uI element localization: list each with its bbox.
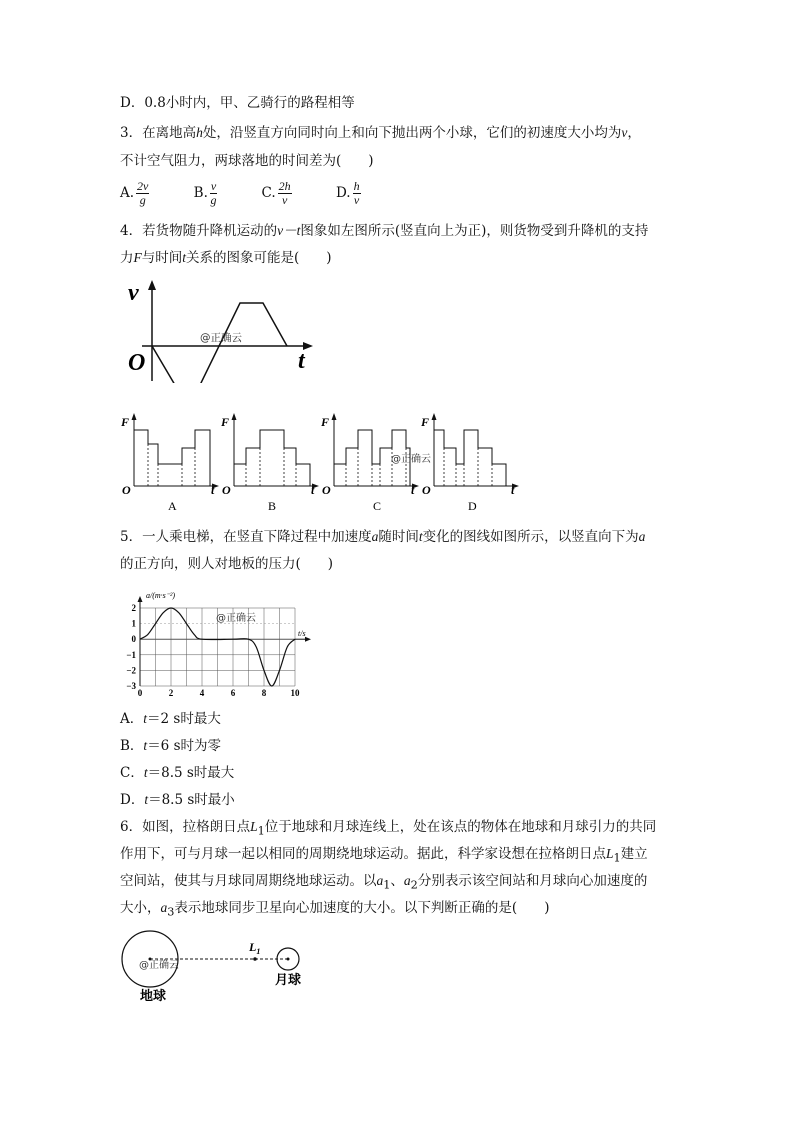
var-L: L xyxy=(250,819,258,834)
option-label: D. xyxy=(335,185,351,201)
f-O-label: O xyxy=(122,483,131,497)
q6-text: 分别表示该空间站和月球向心加速度的 xyxy=(417,873,648,889)
q3-option-a xyxy=(120,178,151,208)
option-label: A. xyxy=(120,185,135,201)
var-a: a xyxy=(371,529,379,544)
x-axis-arrow xyxy=(305,637,311,642)
numerator: h xyxy=(353,179,360,193)
q4-text: 力 xyxy=(120,250,134,266)
option-text: ＝6 s时为零 xyxy=(147,738,221,754)
option-label: C． xyxy=(120,765,144,781)
q3-option-d xyxy=(336,178,363,208)
q3-options xyxy=(120,178,401,208)
var-t: t xyxy=(143,738,148,753)
q6-earth-moon-diagram xyxy=(118,928,318,1003)
f-step-curve xyxy=(134,430,210,486)
q6-stem-line1 xyxy=(120,817,656,842)
vt-origin-label: O xyxy=(128,350,146,376)
f-axis-arrow xyxy=(132,413,137,420)
x-tick-label: 8 xyxy=(261,688,267,698)
x-tick-label: 4 xyxy=(199,688,205,698)
var-a1: a xyxy=(376,873,384,888)
q4-text: 与时间 xyxy=(141,250,183,266)
q5-option-b xyxy=(120,736,221,756)
subscript: 1 xyxy=(257,824,265,838)
q5-option-d xyxy=(120,790,235,810)
numerator: v xyxy=(210,179,217,193)
q3-stem-line2: 不计空气阻力，两球落地的时间差为( ) xyxy=(120,153,374,169)
f-axis-arrow xyxy=(332,413,337,420)
var-a: a xyxy=(638,529,646,544)
f-graph-a xyxy=(120,413,219,513)
q4-text: 4．若货物随升降机运动的 xyxy=(120,223,278,239)
denominator: g xyxy=(139,193,146,207)
subscript: 3 xyxy=(167,905,175,919)
f-O-label: O xyxy=(322,483,331,497)
f-step-curve xyxy=(434,430,506,486)
f-t-label: t xyxy=(411,483,415,497)
fraction xyxy=(353,180,361,207)
q6-text: 空间站，使其与月球同周期绕地球运动。以 xyxy=(120,873,377,889)
q6-text: 位于地球和月球连线上，处在该点的物体在地球和月球引力的共同 xyxy=(264,819,657,835)
var-t: t xyxy=(418,529,423,544)
f-F-label: F xyxy=(421,415,430,429)
f-graph-c xyxy=(320,413,431,513)
L-subscript: 1 xyxy=(256,947,261,956)
f-caption: B xyxy=(268,499,277,513)
f-F-label: F xyxy=(321,415,330,429)
f-t-label: t xyxy=(311,483,315,497)
q3-stem-line1 xyxy=(120,123,641,143)
q6-text: 表示地球同步卫星向心加速度的大小。以下判断正确的是( ) xyxy=(174,900,550,916)
q5-text: 5．一人乘电梯，在竖直下降过程中加速度 xyxy=(120,529,372,545)
q6-text: 大小， xyxy=(120,900,161,916)
q5-stem-line1 xyxy=(120,527,645,547)
q4-text: 关系的图象可能是( ) xyxy=(186,250,332,266)
L-letter: L xyxy=(249,940,257,954)
q5-text: 变化的图线如图所示，以竖直向下为 xyxy=(422,529,639,545)
y-tick-label: 1 xyxy=(131,618,136,629)
subscript: 2 xyxy=(410,878,418,892)
q3-option-b xyxy=(194,178,220,208)
var-t: t xyxy=(143,711,148,726)
q6-stem-line4 xyxy=(120,898,549,923)
q5-option-a xyxy=(120,709,221,729)
option-text: ＝2 s时最大 xyxy=(147,711,221,727)
f-O-label: O xyxy=(222,483,231,497)
earth-label: 地球 xyxy=(140,989,167,1003)
moon-center-dot xyxy=(287,958,290,961)
f-watermark: @正确云 xyxy=(391,454,431,465)
q4-stem-line1 xyxy=(120,221,648,241)
y-tick-label: 0 xyxy=(131,634,136,645)
x-tick-label: 2 xyxy=(168,688,174,698)
vt-watermark: @正确云 xyxy=(200,332,242,344)
q3-text: 处，沿竖直方向同时向上和向下抛出两个小球，它们的初速度大小均为 xyxy=(202,125,622,141)
f-caption: C xyxy=(373,499,382,513)
f-axis-arrow xyxy=(232,413,237,420)
moon-label: 月球 xyxy=(275,973,302,988)
var-F: F xyxy=(133,250,142,265)
L1-point xyxy=(253,957,257,961)
f-t-label: t xyxy=(511,483,515,497)
chart-watermark: @正确云 xyxy=(216,613,256,624)
f-F-label: F xyxy=(121,415,130,429)
q3-text: 3．在离地高 xyxy=(120,125,197,141)
x-tick-label: 6 xyxy=(230,688,236,698)
fraction xyxy=(136,180,149,207)
y-tick-label: −2 xyxy=(126,665,136,676)
q6-text: 、 xyxy=(390,873,404,889)
x-tick-label: 0 xyxy=(137,688,143,698)
var-v: v xyxy=(621,125,628,140)
f-caption: A xyxy=(168,499,177,513)
y-tick-label: −3 xyxy=(126,681,136,691)
q3-option-c xyxy=(262,178,294,208)
var-t: t xyxy=(144,792,149,807)
L1-label xyxy=(248,940,260,956)
option-label: C. xyxy=(261,185,276,201)
option-label: B. xyxy=(193,185,208,201)
option-label: A． xyxy=(120,711,144,727)
y-tick-label: −1 xyxy=(126,649,136,660)
q5-acceleration-chart xyxy=(112,588,322,700)
q6-text: 作用下，可与月球一起以相同的周期绕地球运动。据此，科学家设想在拉格朗日点 xyxy=(120,846,606,862)
var-t: t xyxy=(182,250,187,265)
var-h: h xyxy=(196,125,203,140)
numerator: 2v xyxy=(137,179,149,193)
var-vt: v－t xyxy=(277,223,301,238)
q4-vt-graph xyxy=(120,278,320,383)
f-graph-b xyxy=(220,413,319,513)
f-step-curve xyxy=(234,430,310,486)
var-L: L xyxy=(606,846,614,861)
q2-option-d: D．0.8小时内，甲、乙骑行的路程相等 xyxy=(120,95,355,111)
chart-y-label: a/(m·s⁻²) xyxy=(146,591,176,600)
q4-text: 图象如左图所示(竖直向上为正)，则货物受到升降机的支持 xyxy=(300,223,649,239)
subscript: 1 xyxy=(613,851,621,865)
denominator: g xyxy=(210,193,217,207)
f-F-label: F xyxy=(221,415,230,429)
option-text: ＝8.5 s时最大 xyxy=(147,765,235,781)
f-O-label: O xyxy=(422,483,431,497)
x-tick-label: 10 xyxy=(290,688,300,698)
f-axis-arrow xyxy=(432,413,437,420)
diagram-watermark: @正确云 xyxy=(139,960,179,971)
subscript: 1 xyxy=(383,878,391,892)
numerator: 2h xyxy=(278,179,291,193)
fraction xyxy=(278,180,292,207)
var-a2: a xyxy=(403,873,411,888)
q3-text: ， xyxy=(627,125,641,141)
fraction xyxy=(210,180,217,207)
q6-text: 建立 xyxy=(620,846,648,862)
y-axis-arrow xyxy=(138,596,143,602)
var-a3: a xyxy=(160,900,168,915)
q5-text: 随时间 xyxy=(378,529,419,545)
vt-v-label: v xyxy=(128,280,139,306)
f-graph-d xyxy=(420,413,519,513)
vt-t-label: t xyxy=(298,348,305,374)
option-text: ＝8.5 s时最小 xyxy=(148,792,235,808)
q6-text: 6．如图，拉格朗日点 xyxy=(120,819,251,835)
q6-stem-line3 xyxy=(120,871,647,896)
y-tick-label: 2 xyxy=(131,603,136,613)
chart-x-label: t/s xyxy=(298,629,306,638)
option-label: B． xyxy=(120,738,144,754)
q4-stem-line2 xyxy=(120,248,332,268)
q4-f-graphs xyxy=(118,412,528,517)
f-t-label: t xyxy=(211,483,215,497)
q5-stem-line2: 的正方向，则人对地板的压力( ) xyxy=(120,556,334,572)
f-caption: D xyxy=(468,499,477,513)
option-label: D． xyxy=(120,792,145,808)
var-t: t xyxy=(143,765,148,780)
q5-option-c xyxy=(120,763,234,783)
chart-grid xyxy=(138,596,312,686)
vt-v-arrow xyxy=(148,280,156,290)
denominator: v xyxy=(281,193,288,207)
q6-stem-line2 xyxy=(120,844,648,869)
denominator: v xyxy=(353,193,360,207)
